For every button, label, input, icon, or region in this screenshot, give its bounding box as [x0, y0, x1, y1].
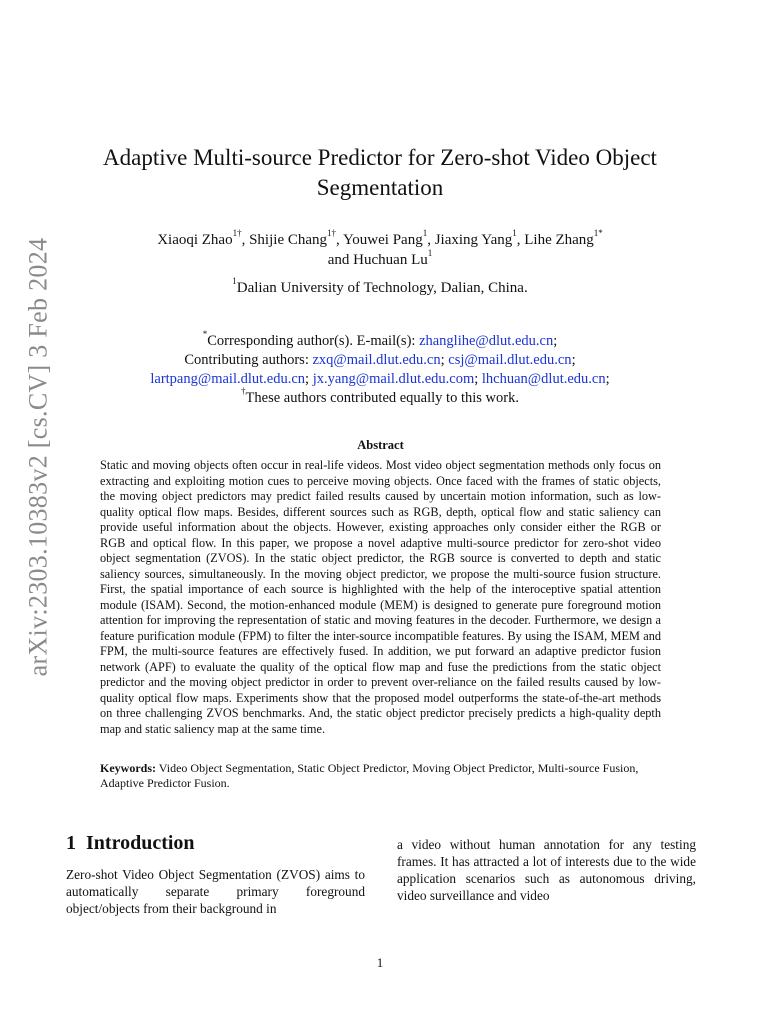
- intro-left-column: Zero-shot Video Object Segmentation (ZVOS) aims to automatically separate primary foreground object/objects from their background in: [66, 867, 365, 916]
- contributing-label: Contributing authors:: [184, 352, 309, 368]
- arxiv-stamp: [18, 222, 58, 692]
- author-name: Huchuan Lu: [353, 252, 428, 268]
- abstract-heading: Abstract: [357, 438, 404, 452]
- author-marker: 1†: [232, 228, 242, 238]
- author-marker: 1†: [327, 228, 337, 238]
- author-list: Xiaoqi Zhao$^{1\dagger}$, Shijie Chang$^{1\dagger}$, Youwei Pang$^1$, Jiaxing Yang$^1$, Lihe Zhang$^{1*}$ and Huchuan Lu$^1$: [157, 228, 603, 268]
- keywords: [100, 761, 661, 791]
- paper-title: Adaptive Multi-source Predictor for Zero-shot Video Object Segmentation: [103, 145, 657, 200]
- email-link[interactable]: zhanglihe@dlut.edu.cn: [419, 333, 554, 349]
- author-marker: 1: [512, 228, 517, 238]
- author-name: Shijie Chang: [249, 232, 328, 248]
- author-conjunction: and: [327, 252, 350, 268]
- page-number: 1: [376, 955, 384, 970]
- corresponding-label: Corresponding author(s). E-mail(s):: [207, 333, 416, 349]
- corresponding-marker: *: [202, 329, 208, 340]
- affiliation-text: Dalian University of Technology, Dalian, China.: [236, 280, 528, 296]
- keywords-label: Keywords:: [100, 761, 156, 775]
- section-heading: [66, 832, 195, 855]
- affiliation: [90, 278, 670, 298]
- equal-contribution-marker: †: [241, 386, 246, 397]
- contact-block: *Corresponding author(s). E-mail(s): zhanglihe@dlut.edu.cn; Contributing authors: zxq@mail.dlut.edu.cn; csj@mail.dlut.edu.cn; lartpang@mail.dlut.edu.cn; jx.yang@mail.dlut.edu.com; lhchuan@dlut.edu.cn; †These authors contributed equally to this work.: [150, 329, 610, 406]
- abstract-text: Static and moving objects often occur in real-life videos. Most video object segmentation methods only focus on extracting and exploiting motion cues to perceive moving objects. Once faced with the frames of static objects, the moving object predictors may predict failed results caused by uncertain motion information, such as low-quality optical flow maps. Besides, different sources such as RGB, depth, optical flow and static saliency can provide useful information about the objects. However, existing approaches only consider either the RGB or RGB and optical flow. In this paper, we propose a novel adaptive multi-source predictor for zero-shot video object segmentation (ZVOS). In the static object predictor, the RGB source is converted to depth and static saliency sources, simultaneously. In the moving object predictor, we propose the multi-source fusion structure. First, the spatial importance of each source is highlighted with the help of the interoceptive spatial attention module (ISAM). Second, the motion-enhanced module (MEM) is designed to generate pure foreground motion attention for improving the representation of static and moving features in the decoder. Furthermore, we design a feature purification module (FPM) to filter the inter-source incompatible features. By using the ISAM, MEM and FPM, the multi-source features are effectively fused. In addition, we put forward an adaptive predictor fusion network (APF) to evaluate the quality of the optical flow map and fuse the predictions from the static object predictor and the moving object predictor in order to prevent over-reliance on the failed results caused by low-quality optical flow maps. Experiments show that the proposed model outperforms the state-of-the-art methods on three challenging ZVOS benchmarks. And, the static object predictor precisely predicts a high-quality depth map and static saliency map at the same time.: [100, 458, 661, 736]
- author-name: Jiaxing Yang: [434, 232, 513, 248]
- affiliation-marker: 1: [232, 276, 237, 286]
- author-name: Xiaoqi Zhao: [157, 232, 233, 248]
- email-link[interactable]: zxq@mail.dlut.edu.cn: [312, 352, 441, 368]
- email-link[interactable]: lhchuan@dlut.edu.cn: [481, 371, 606, 387]
- author-marker: 1*: [593, 228, 603, 238]
- author-name: Lihe Zhang: [524, 232, 594, 248]
- author-marker: 1: [427, 248, 433, 258]
- email-link[interactable]: jx.yang@mail.dlut.edu.com: [312, 371, 475, 387]
- arxiv-stamp-text: arXiv:2303.10383v2 [cs.CV] 3 Feb 2024: [23, 237, 52, 677]
- keywords-text: Video Object Segmentation, Static Object Predictor, Moving Object Predictor, Multi-source Fusion, Adaptive Predictor Fusion.: [100, 761, 639, 790]
- email-link[interactable]: lartpang@mail.dlut.edu.cn: [150, 371, 306, 387]
- author-marker: 1: [422, 228, 428, 238]
- email-link[interactable]: csj@mail.dlut.edu.cn: [448, 352, 572, 368]
- author-name: Youwei Pang: [342, 232, 423, 248]
- section-title: Introduction: [86, 832, 195, 854]
- section-number: 1: [66, 832, 76, 854]
- intro-right-column: a video without human annotation for any testing frames. It has attracted a lot of interests due to the wide application scenarios such as autonomous driving, video surveillance and video: [397, 837, 696, 903]
- equal-contribution-note: These authors contributed equally to this work.: [245, 390, 519, 406]
